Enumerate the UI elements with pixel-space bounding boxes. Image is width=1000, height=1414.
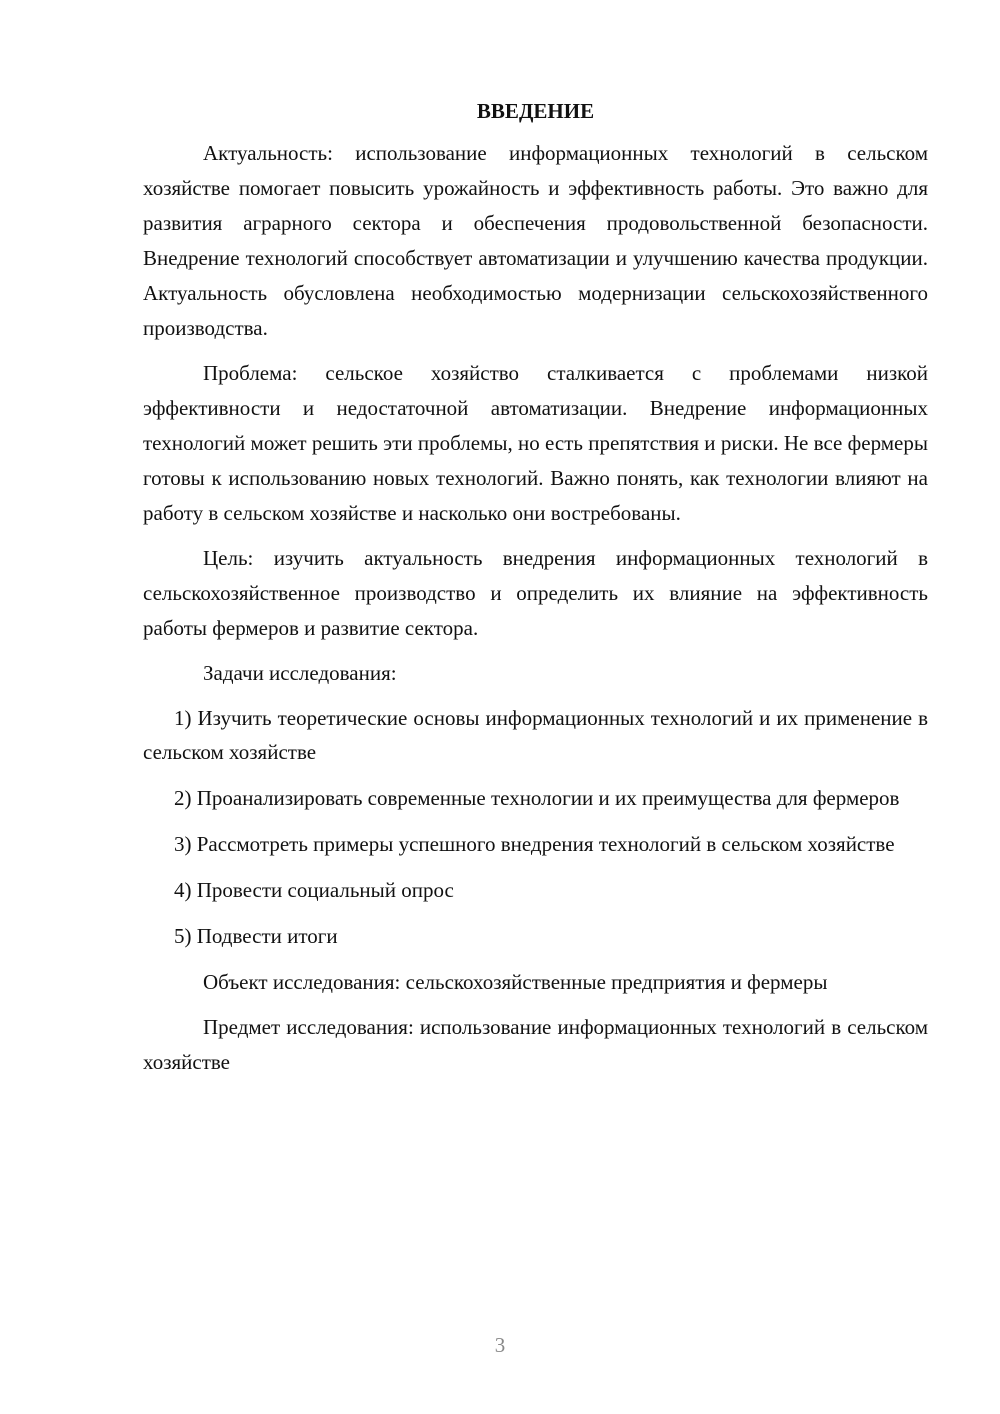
tasks-heading: Задачи исследования:: [203, 661, 397, 685]
relevance-paragraph: Актуальность: использование информационных технологий в сельском хозяйстве помогает повысить урожайность и эффективность работы. Это важно для развития аграрного сектора и обеспечения продовольственной безопасности. Внедрение технологий способствует автоматизации и улучшению качества продукции. Актуальность обусловлена необходимостью модернизации сельскохозяйственного производства.: [143, 141, 928, 340]
section-heading: ВВЕДЕНИЕ: [476, 99, 595, 123]
problem-paragraph: Проблема: сельское хозяйство сталкивается с проблемами низкой эффективности и недостаточной автоматизации. Внедрение информационных технологий может решить эти проблемы, но есть препятствия и риски. Не все фермеры готовы к использованию новых технологий. Важно понять, как технологии влияют на работу в сельском хозяйстве и насколько они востребованы.: [143, 361, 928, 525]
task-item-3: 3) Рассмотреть примеры успешного внедрения технологий в сельском хозяйстве: [174, 832, 895, 856]
task-item-2: 2) Проанализировать современные технологии и их преимущества для фермеров: [174, 786, 900, 810]
goal-paragraph: Цель: изучить актуальность внедрения информационных технологий в сельскохозяйственное производство и определить их влияние на эффективность работы фермеров и развитие сектора.: [143, 546, 928, 640]
page-content: [143, 94, 928, 1090]
subject-paragraph: Предмет исследования: использование информационных технологий в сельском хозяйстве: [143, 1015, 928, 1074]
object-paragraph: Объект исследования: сельскохозяйственные предприятия и фермеры: [203, 970, 828, 994]
task-item-4: 4) Провести социальный опрос: [174, 878, 454, 902]
task-item-5: 5) Подвести итоги: [174, 924, 338, 948]
page-number: 3: [494, 1333, 506, 1357]
task-item-1: 1) Изучить теоретические основы информационных технологий и их применение в сельском хозяйстве: [143, 706, 928, 764]
